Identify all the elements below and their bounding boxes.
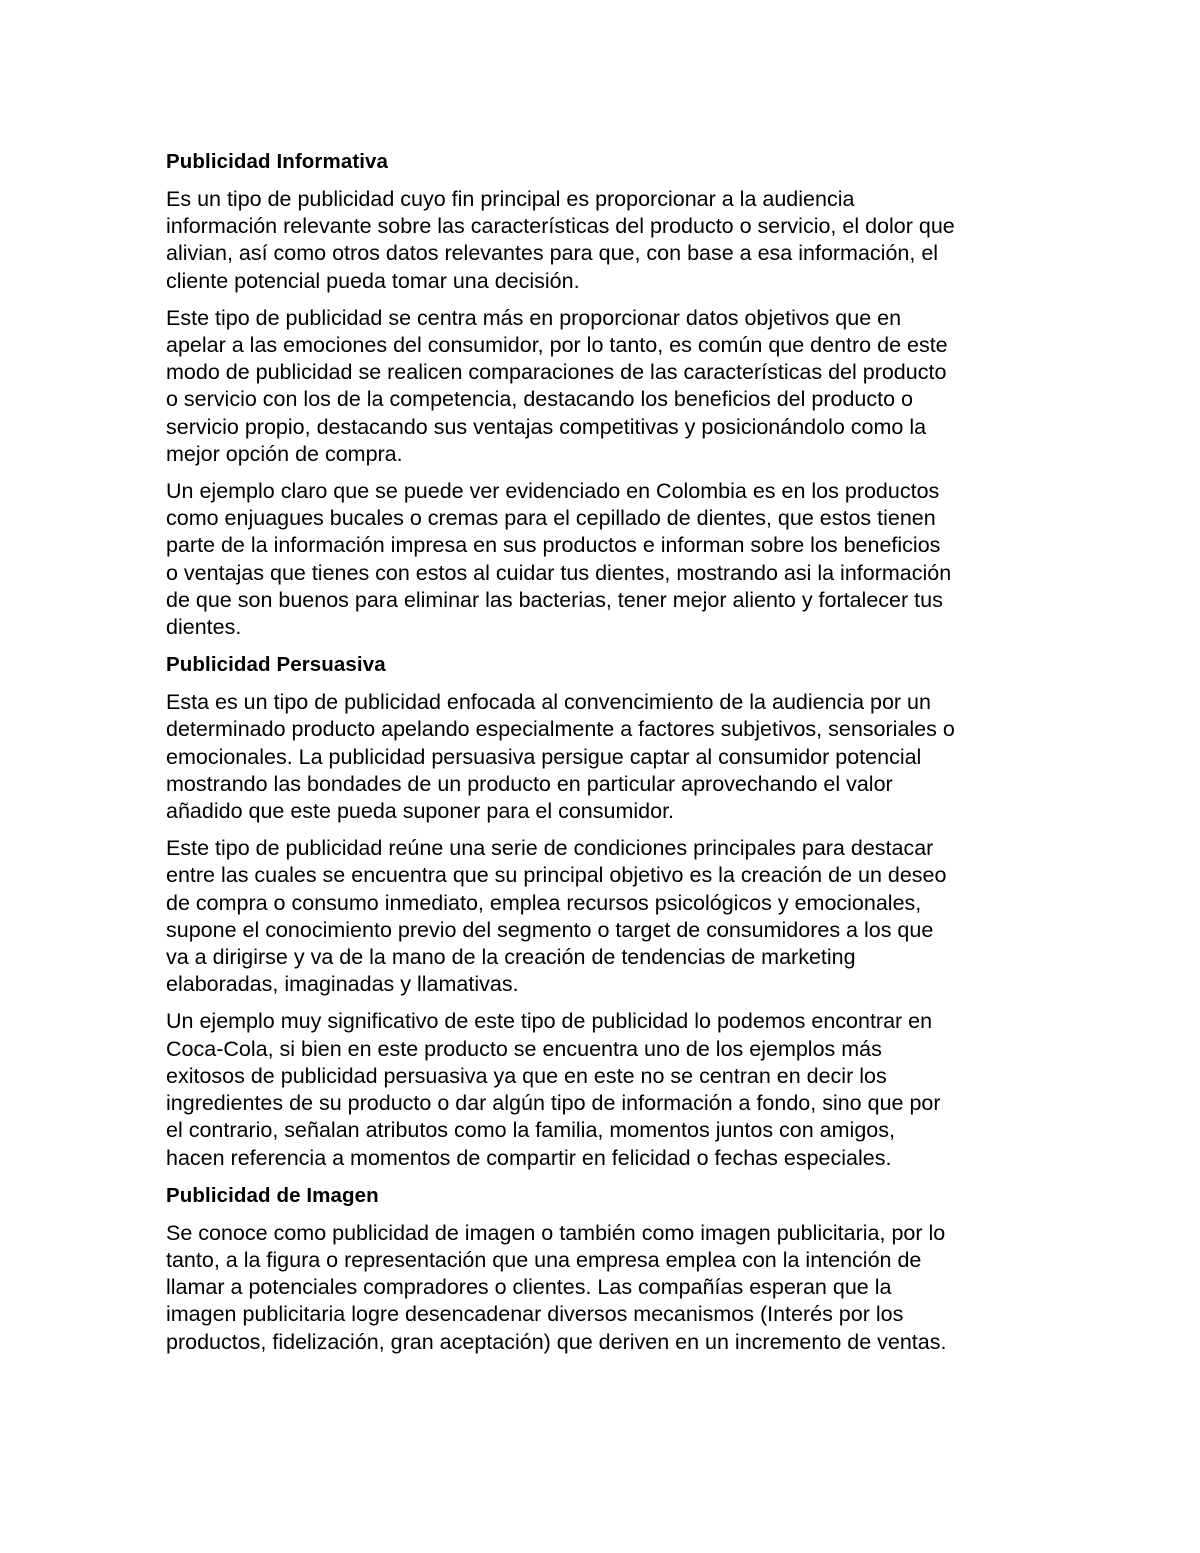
text-line: de que son buenos para eliminar las bacterias, tener mejor aliento y fortalecer tus [166,587,943,612]
section-imagen [166,1182,1036,1356]
section-heading: Publicidad de Imagen [166,1183,379,1207]
text-line: supone el conocimiento previo del segmento o target de consumidores a los que [166,917,934,942]
text-line: tanto, a la figura o representación que una empresa emplea con la intención de [166,1247,922,1272]
paragraph [166,1008,1036,1171]
text-line: elaboradas, imaginadas y llamativas. [166,972,519,997]
text-line: Un ejemplo muy significativo de este tipo de publicidad lo podemos encontrar en [166,1009,933,1034]
text-line: modo de publicidad se realicen comparaciones de las características del producto [166,360,947,385]
section-heading: Publicidad Persuasiva [166,653,386,677]
text-line: añadido que este pueda suponer para el consumidor. [166,799,675,824]
text-line: Este tipo de publicidad reúne una serie de condiciones principales para destacar [166,836,934,861]
text-line: parte de la información impresa en sus productos e informan sobre los beneficios [166,533,941,558]
paragraph [166,835,1036,998]
text-line: hacen referencia a momentos de compartir en felicidad o fechas especiales. [166,1145,892,1170]
text-line: Se conoce como publicidad de imagen o también como imagen publicitaria, por lo [166,1220,946,1245]
text-line: Un ejemplo claro que se puede ver evidenciado en Colombia es en los productos [166,479,940,504]
paragraph [166,689,1036,825]
section-heading: Publicidad Informativa [166,150,389,173]
text-line: mostrando las bondades de un producto en particular aprovechando el valor [166,771,893,796]
text-line: de compra o consumo inmediato, emplea recursos psicológicos y emocionales, [166,890,922,915]
text-line: imagen publicitaria logre desencadenar diversos mecanismos (Interés por los [166,1302,904,1327]
text-line: productos, fidelización, gran aceptación) que deriven en un incremento de ventas. [166,1329,947,1354]
document-page [166,148,1036,1366]
text-line: entre las cuales se encuentra que su principal objetivo es la creación de un deseo [166,863,947,888]
paragraph [166,478,1036,641]
text-line: alivian, así como otros datos relevantes para que, con base a esa información, el [166,241,939,266]
text-line: mejor opción de compra. [166,441,403,466]
text-line: apelar a las emociones del consumidor, por lo tanto, es común que dentro de este [166,333,948,358]
section-persuasiva [166,651,1036,1171]
text-line: determinado producto apelando especialmente a factores subjetivos, sensoriales o [166,717,955,742]
text-line: emocionales. La publicidad persuasiva persigue captar al consumidor potencial [166,744,922,769]
text-line: Este tipo de publicidad se centra más en proporcionar datos objetivos que en [166,305,902,330]
text-line: o servicio con los de la competencia, destacando los beneficios del producto o [166,387,913,412]
text-line: Esta es un tipo de publicidad enfocada al convencimiento de la audiencia por un [166,690,931,715]
text-line: como enjuagues bucales o cremas para el cepillado de dientes, que estos tienen [166,506,936,531]
text-line: información relevante sobre las características del producto o servicio, el dolor que [166,214,955,239]
text-line: llamar a potenciales compradores o clientes. Las compañías esperan que la [166,1275,892,1300]
text-line: o ventajas que tienes con estos al cuidar tus dientes, mostrando asi la información [166,560,952,585]
text-line: ingredientes de su producto o dar algún tipo de información a fondo, sino que por [166,1091,941,1116]
text-line: exitosos de publicidad persuasiva ya que en este no se centran en decir los [166,1063,887,1088]
text-line: Es un tipo de publicidad cuyo fin principal es proporcionar a la audiencia [166,187,855,211]
section-informativa [166,148,1036,641]
paragraph [166,186,1036,295]
paragraph [166,305,1036,468]
text-line: va a dirigirse y va de la mano de la creación de tendencias de marketing [166,945,856,970]
text-line: servicio propio, destacando sus ventajas competitivas y posicionándolo como la [166,414,927,439]
text-line: el contrario, señalan atributos como la familia, momentos juntos con amigos, [166,1118,895,1143]
text-line: dientes. [166,615,242,640]
text-line: cliente potencial pueda tomar una decisión. [166,268,580,293]
paragraph [166,1220,1036,1356]
text-line: Coca-Cola, si bien en este producto se encuentra uno de los ejemplos más [166,1036,882,1061]
